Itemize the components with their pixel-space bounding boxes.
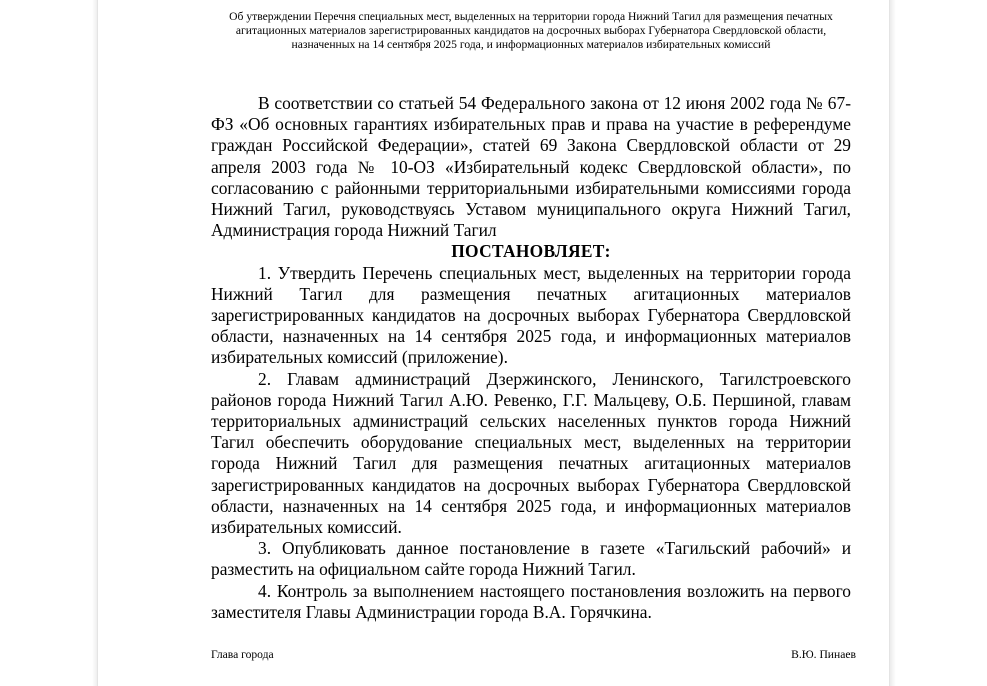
item-1-paragraph: 1. Утвердить Перечень специальных мест, выделенных на территории города Нижний Тагил для размещения печатных агитационных материалов зарегистрированных кандидатов на досрочных выборах Губернатора Свердловской области, назначенных на 14 сентября 2025 года, и информационных материалов избирательных комиссий (приложение). [211,262,851,368]
preamble-paragraph: В соответствии со статьей 54 Федерального закона от 12 июня 2002 года № 67-ФЗ «Об основных гарантиях избирательных прав и права на участие в референдуме граждан Российской Федерации», статей 69 Закона Свердловской области от 29 апреля 2003 года № 10-ОЗ «Избирательный кодекс Свердловской области», по согласованию с районными территориальными избирательными комиссиями города Нижний Тагил, руководствуясь Уставом муниципального округа Нижний Тагил, Администрация города Нижний Тагил [211,93,851,241]
signature-name: В.Ю. Пинаев [791,648,856,661]
signature-position: Глава города [211,648,274,661]
item-2-paragraph: 2. Главам администраций Дзержинского, Ленинского, Тагилстроевского районов города Нижний Тагил А.Ю. Ревенко, Г.Г. Мальцеву, О.Б. Першиной, главам территориальных администраций сельских населенных пунктов города Нижний Тагил обеспечить оборудование специальных мест, выделенных на территории города Нижний Тагил для размещения печатных агитационных материалов зарегистрированных кандидатов на досрочных выборах Губернатора Свердловской области, назначенных на 14 сентября 2025 года, и информационных материалов избирательных комиссий. [211,368,851,538]
decree-heading: ПОСТАНОВЛЯЕТ: [451,241,611,262]
signature-block [211,648,856,662]
item-3-paragraph: 3. Опубликовать данное постановление в газете «Тагильский рабочий» и разместить на официальном сайте города Нижний Тагил. [211,538,851,580]
document-subject: Об утверждении Перечня специальных мест, выделенных на территории города Нижний Тагил для размещения печатных агитационных материалов зарегистрированных кандидатов на досрочных выборах Губернатора Свердловской области, назначенных на 14 сентября 2025 года, и информационных материалов избирательных комиссий [229,10,833,51]
document-body [211,93,851,623]
item-4-paragraph: 4. Контроль за выполнением настоящего постановления возложить на первого заместителя Главы Администрации города В.А. Горячкина. [211,580,851,622]
page-shadow-right [890,0,896,686]
